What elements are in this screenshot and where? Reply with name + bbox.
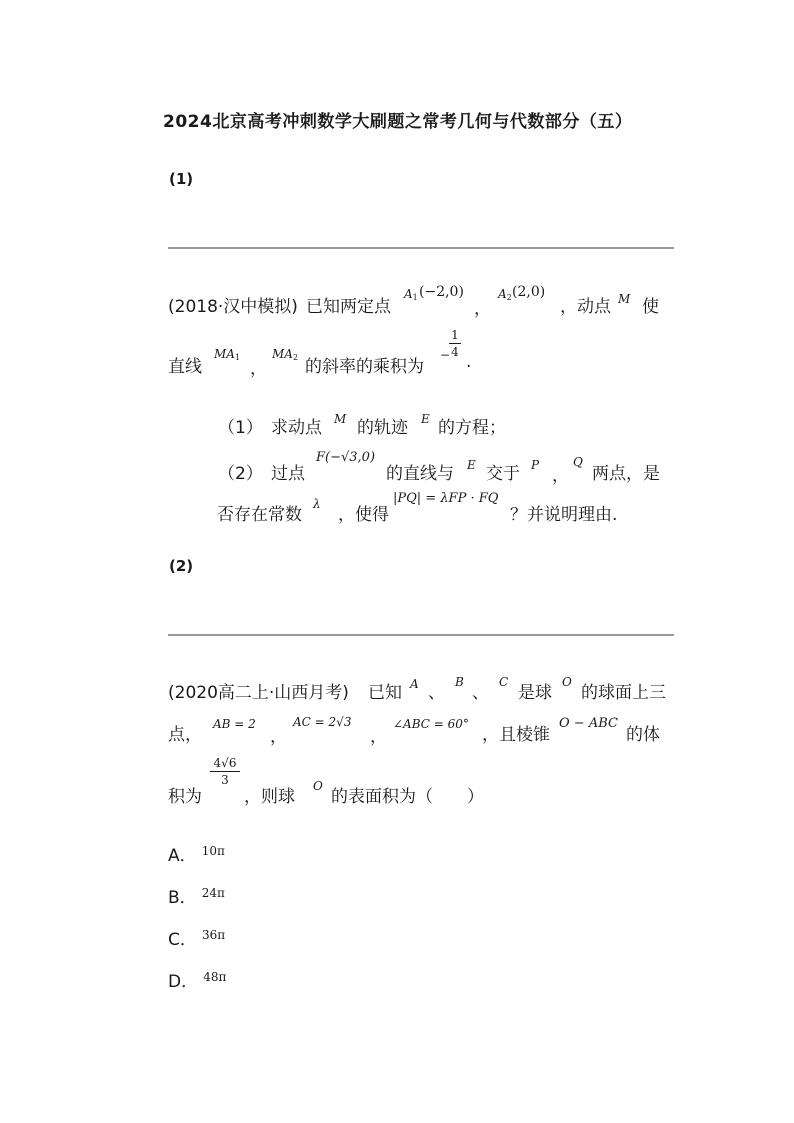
- q1-comma: ，: [474, 299, 491, 319]
- q1-part2-text-3: 交于: [486, 464, 520, 484]
- q1-text-4: 直线: [168, 357, 202, 377]
- q2-point-a: A: [410, 677, 419, 691]
- q2-text-9: 的表面积为（ ）: [331, 787, 484, 807]
- divider-1: [168, 247, 674, 249]
- option-d[interactable]: [168, 967, 226, 992]
- option-d-label: D．: [168, 972, 199, 992]
- q2-text-2: 是球: [518, 683, 552, 703]
- q2-comma-2: ，: [370, 727, 387, 747]
- q1-text: 已知两定点: [306, 297, 391, 317]
- q2-volume-numerator: 4√6: [213, 756, 237, 770]
- q2-source: (2020高二上·山西月考): [168, 683, 349, 703]
- q2-text-3: 的球面上三: [581, 683, 666, 703]
- page-title: 2024北京高考冲刺数学大刷题之常考几何与代数部分（五）: [163, 112, 633, 132]
- q1-minus-sign: −: [440, 348, 451, 362]
- q1-part1-m: M: [334, 412, 347, 426]
- q2-volume-fraction: [210, 756, 240, 787]
- option-b-value: 24π: [201, 886, 225, 900]
- q1-var-m: M: [618, 292, 631, 306]
- q1-part2-point-f: F(−√3,0): [316, 450, 376, 465]
- question-number-1: (1): [169, 170, 194, 188]
- q2-point-o-2: O: [313, 779, 323, 793]
- q1-fraction-denominator: 4: [451, 345, 459, 359]
- q2-pyramid: O − ABC: [559, 716, 618, 731]
- q1-part2-lambda: λ: [313, 497, 321, 511]
- q1-part1-e: E: [421, 412, 430, 426]
- q1-part2-text-6: ，使得: [338, 505, 389, 525]
- q1-part1-label: （1）: [218, 418, 263, 438]
- q1-part2-text-2: 的直线与: [386, 464, 454, 484]
- q1-comma-2: ，: [250, 359, 267, 379]
- q2-text: 已知: [368, 683, 402, 703]
- q1-part2-text-7: ？并说明理由.: [510, 505, 618, 525]
- q2-sep-1: 、: [428, 683, 445, 703]
- q1-part2-formula: |PQ| = λFP · FQ: [393, 491, 499, 506]
- q2-point-o: O: [562, 675, 572, 689]
- option-a-value: 10π: [201, 844, 225, 858]
- q2-text-4: 点，: [168, 725, 202, 745]
- q2-text-6: 的体: [626, 725, 660, 745]
- q1-part1-text-3: 的方程；: [438, 418, 506, 438]
- q1-text-2: ，动点: [560, 297, 611, 317]
- option-a[interactable]: [168, 841, 225, 866]
- q1-line-ma1: $MA_1$: [214, 347, 241, 362]
- q1-part2-text-5: 否存在常数: [217, 505, 302, 525]
- q2-eq-ac: AC = 2√3: [293, 715, 352, 729]
- option-b[interactable]: [168, 883, 225, 908]
- q2-eq-angle: ∠ABC = 60°: [393, 717, 469, 731]
- q1-part2-text: 过点: [271, 464, 305, 484]
- q2-sep-2: 、: [472, 683, 489, 703]
- q1-point-a1-coord: (−2,0): [419, 284, 464, 300]
- q2-text-7: 积为: [168, 787, 202, 807]
- q1-fraction-numerator: 1: [451, 328, 459, 342]
- option-a-label: A．: [168, 846, 197, 866]
- q1-text-3: 使: [642, 297, 659, 317]
- q2-eq-ab: AB = 2: [213, 717, 256, 731]
- q1-part2-p: P: [531, 458, 540, 472]
- q1-part2-label: （2）: [218, 464, 263, 484]
- q2-text-8: ，则球: [244, 787, 295, 807]
- q1-source: (2018·汉中模拟): [168, 297, 298, 317]
- q1-part2-e: E: [467, 458, 476, 472]
- q1-point-a2-coord: (2,0): [512, 284, 546, 300]
- q1-part1-text-2: 的轨迹: [357, 418, 408, 438]
- option-d-value: 48π: [203, 970, 227, 984]
- q2-text-5: ，且棱锥: [482, 725, 550, 745]
- q1-part2-comma: ，: [552, 466, 569, 486]
- q1-period: .: [466, 352, 472, 372]
- option-b-label: B．: [168, 888, 197, 908]
- divider-2: [168, 634, 674, 636]
- q2-volume-denominator: 3: [221, 773, 229, 787]
- q2-point-b: B: [455, 675, 464, 689]
- q1-part2-text-4: 两点，是: [592, 464, 660, 484]
- q1-point-a2: $A_2$: [498, 287, 512, 302]
- question-number-2: (2): [169, 557, 194, 575]
- q1-fraction: [449, 328, 461, 359]
- q2-point-c: C: [499, 675, 509, 689]
- option-c[interactable]: [168, 925, 225, 950]
- q1-text-5: 的斜率的乘积为: [305, 357, 424, 377]
- q1-part2-q: Q: [573, 455, 583, 469]
- option-c-label: C．: [168, 930, 197, 950]
- q2-comma-1: ，: [270, 727, 287, 747]
- q1-point-a1: $A_1$: [404, 287, 418, 302]
- q1-line-ma2: $MA_2$: [272, 347, 299, 362]
- q1-part1-text: 求动点: [271, 418, 322, 438]
- option-c-value: 36π: [201, 928, 226, 942]
